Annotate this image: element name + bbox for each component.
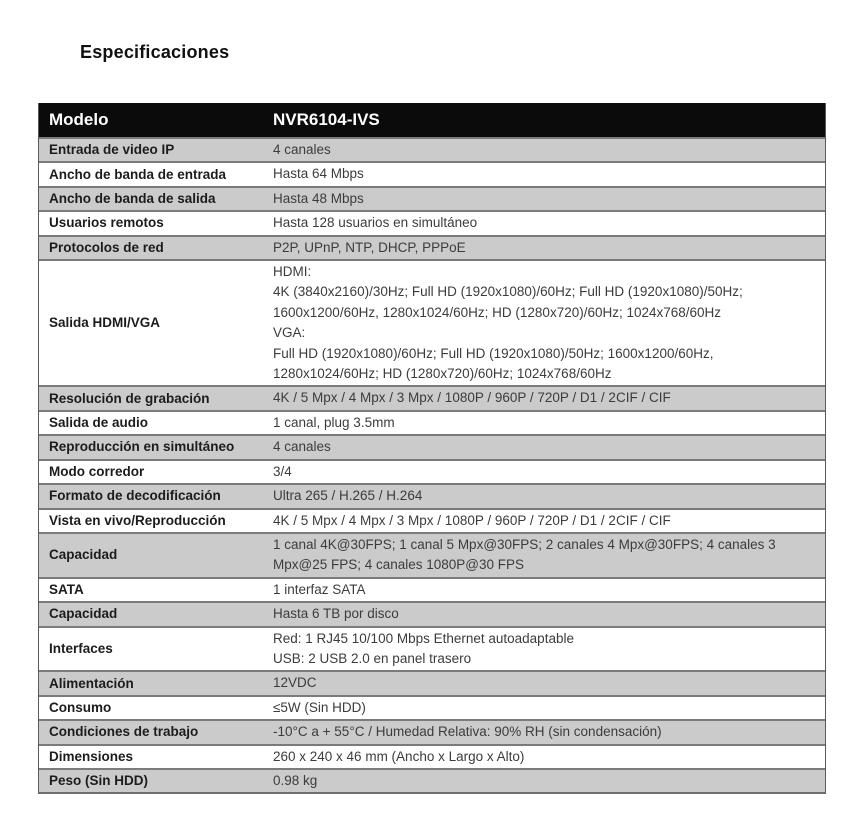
spec-table-body — [39, 137, 825, 792]
spec-value-line: USB: 2 USB 2.0 en panel trasero — [273, 650, 472, 666]
table-row — [39, 459, 825, 483]
spec-label: Dimensiones — [49, 748, 134, 764]
spec-value-line: 12VDC — [273, 675, 317, 691]
spec-table — [38, 103, 826, 794]
table-row — [39, 532, 825, 577]
spec-label: Entrada de video IP — [49, 142, 175, 158]
table-row — [39, 768, 825, 792]
spec-value-line: VGA: — [273, 325, 306, 341]
spec-value-line: HDMI: — [273, 264, 312, 280]
table-row — [39, 259, 825, 385]
spec-value-line: Mpx@25 FPS; 4 canales 1080P@30 FPS — [273, 557, 525, 573]
table-row — [39, 210, 825, 234]
spec-value — [273, 579, 825, 601]
spec-value-line: 1 interfaz SATA — [273, 581, 366, 597]
spec-value-line: -10°C a + 55°C / Humedad Relativa: 90% RH (sin condensación) — [273, 724, 662, 740]
spec-value-line: 4K / 5 Mpx / 4 Mpx / 3 Mpx / 1080P / 960P / 720P / D1 / 2CIF / CIF — [273, 390, 671, 406]
table-row — [39, 235, 825, 259]
table-row — [39, 434, 825, 458]
spec-label: Peso (Sin HDD) — [49, 773, 149, 789]
spec-label: Consumo — [49, 699, 112, 715]
spec-value-line: ≤5W (Sin HDD) — [273, 699, 366, 715]
spec-value — [273, 139, 825, 161]
spec-value-line: 0.98 kg — [273, 772, 318, 788]
spec-value-line: 4K (3840x2160)/30Hz; Full HD (1920x1080)/60Hz; Full HD (1920x1080)/50Hz; — [273, 284, 743, 300]
table-row — [39, 670, 825, 694]
spec-value — [273, 163, 825, 185]
table-row — [39, 601, 825, 625]
spec-label: Capacidad — [49, 606, 118, 622]
table-row — [39, 410, 825, 434]
spec-label: Alimentación — [49, 675, 134, 691]
spec-value — [273, 461, 825, 483]
spec-value — [273, 603, 825, 625]
spec-value-line: Hasta 128 usuarios en simultáneo — [273, 215, 478, 231]
spec-value — [273, 237, 825, 259]
spec-label: Vista en vivo/Reproducción — [49, 512, 226, 528]
spec-value — [273, 510, 825, 532]
table-header-model-label: Modelo — [49, 110, 109, 129]
spec-label: Resolución de grabación — [49, 390, 210, 406]
spec-label: Salida HDMI/VGA — [49, 315, 161, 331]
spec-value — [273, 534, 825, 577]
spec-value — [273, 387, 825, 409]
spec-label: Usuarios remotos — [49, 215, 164, 231]
table-row — [39, 577, 825, 601]
spec-label: SATA — [49, 581, 84, 597]
table-row — [39, 483, 825, 507]
spec-value-line: Ultra 265 / H.265 / H.264 — [273, 488, 423, 504]
spec-value — [273, 485, 825, 507]
table-row — [39, 161, 825, 185]
spec-label: Formato de decodificación — [49, 488, 221, 504]
spec-value-line: 260 x 240 x 46 mm (Ancho x Largo x Alto) — [273, 748, 525, 764]
spec-value-line: 4 canales — [273, 439, 331, 455]
table-row — [39, 626, 825, 671]
spec-value — [273, 628, 825, 671]
spec-value — [273, 212, 825, 234]
spec-label: Ancho de banda de entrada — [49, 166, 227, 182]
spec-label: Condiciones de trabajo — [49, 724, 199, 740]
spec-value-line: Full HD (1920x1080)/60Hz; Full HD (1920x1080)/50Hz; 1600x1200/60Hz, — [273, 345, 714, 361]
spec-value — [273, 412, 825, 434]
spec-value-line: 4 canales — [273, 142, 331, 157]
spec-value-line: Red: 1 RJ45 10/100 Mbps Ethernet autoadaptable — [273, 630, 574, 646]
spec-value-line: 1280x1024/60Hz; HD (1280x720)/60Hz; 1024x768/60Hz — [273, 366, 612, 382]
table-row — [39, 744, 825, 768]
spec-value — [273, 672, 825, 694]
spec-value-line: 3/4 — [273, 463, 292, 479]
table-row — [39, 137, 825, 161]
spec-label: Ancho de banda de salida — [49, 191, 216, 207]
spec-label: Salida de audio — [49, 415, 149, 431]
spec-value-line: 1600x1200/60Hz, 1280x1024/60Hz; HD (1280x720)/60Hz; 1024x768/60Hz — [273, 304, 722, 320]
spec-label: Reproducción en simultáneo — [49, 439, 235, 455]
spec-value — [273, 697, 825, 719]
spec-value — [273, 261, 825, 385]
spec-value — [273, 188, 825, 210]
spec-value-line: 1 canal 4K@30FPS; 1 canal 5 Mpx@30FPS; 2 canales 4 Mpx@30FPS; 4 canales 3 — [273, 536, 776, 552]
spec-value-line: Hasta 6 TB por disco — [273, 606, 399, 622]
spec-value — [273, 721, 825, 743]
table-row — [39, 695, 825, 719]
page-title: Especificaciones — [80, 42, 230, 62]
spec-value — [273, 770, 825, 792]
table-row — [39, 508, 825, 532]
spec-value-line: 4K / 5 Mpx / 4 Mpx / 3 Mpx / 1080P / 960P / 720P / D1 / 2CIF / CIF — [273, 512, 671, 528]
spec-value-line: Hasta 64 Mbps — [273, 166, 364, 182]
table-row — [39, 385, 825, 409]
table-row — [39, 719, 825, 743]
table-header-model-value: NVR6104-IVS — [273, 110, 380, 129]
spec-value-line: 1 canal, plug 3.5mm — [273, 414, 395, 430]
spec-label: Modo corredor — [49, 463, 145, 479]
spec-value-line: Hasta 48 Mbps — [273, 190, 364, 206]
spec-value — [273, 436, 825, 458]
table-header-row — [39, 103, 825, 137]
spec-label: Protocolos de red — [49, 239, 164, 255]
spec-value-line: P2P, UPnP, NTP, DHCP, PPPoE — [273, 239, 466, 255]
spec-label: Interfaces — [49, 640, 113, 656]
spec-label: Capacidad — [49, 547, 118, 563]
spec-value — [273, 746, 825, 768]
table-row — [39, 186, 825, 210]
